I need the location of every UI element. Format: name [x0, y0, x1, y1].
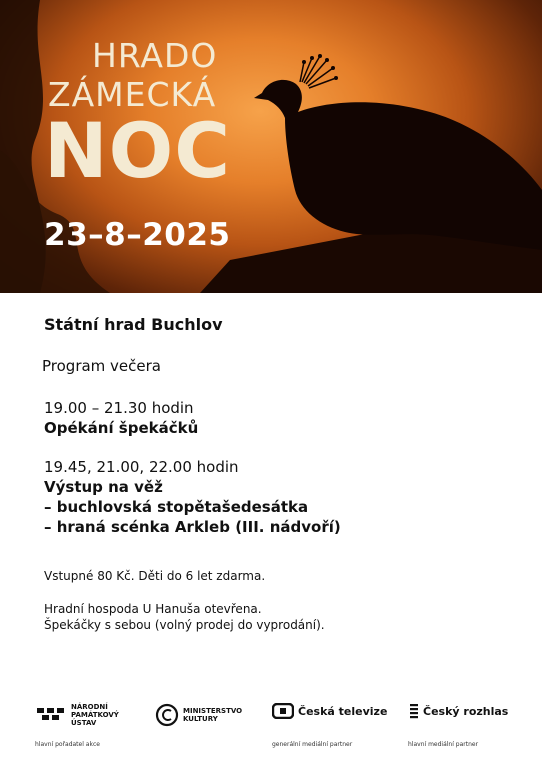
cr-caption: hlavní mediální partner: [408, 741, 479, 748]
npu-line1: NÁRODNÍ: [71, 703, 108, 711]
block2-activity: Výstup na věž: [44, 478, 163, 496]
inn-info-line1: Hradní hospoda U Hanuša otevřena.: [44, 602, 262, 616]
ct-name: Česká televize: [298, 704, 388, 718]
block2-time: 19.45, 21.00, 22.00 hodin: [44, 458, 239, 476]
npu-emblem-icon: [35, 704, 67, 726]
cr-logo: [408, 703, 508, 719]
hero-banner: [0, 0, 542, 293]
block1-time: 19.00 – 21.30 hodin: [44, 399, 194, 417]
block2-sub2: – hraná scénka Arkleb (III. nádvoří): [44, 518, 341, 536]
block1-activity: Opékání špekáčků: [44, 419, 199, 437]
ct-logo: [272, 703, 387, 719]
admission-info: Vstupné 80 Kč. Děti do 6 let zdarma.: [44, 569, 266, 583]
title-line-3: NOC: [44, 106, 231, 195]
program-label: Program večera: [42, 357, 161, 375]
mk-line2: KULTURY: [183, 715, 218, 723]
event-date: 23–8–2025: [44, 217, 231, 253]
npu-line2: PAMÁTKOVÝ: [71, 711, 119, 719]
cr-emblem-icon: [408, 703, 420, 719]
title-line-2: ZÁMECKÁ: [48, 75, 217, 114]
venue-name: Státní hrad Buchlov: [44, 315, 223, 334]
ct-emblem-icon: [272, 703, 294, 719]
mk-line1: MINISTERSTVO: [183, 707, 243, 715]
ct-caption: generální mediální partner: [272, 741, 353, 748]
npu-line3: ÚSTAV: [71, 719, 97, 727]
npu-caption: hlavní pořadatel akce: [35, 741, 100, 748]
cr-name: Český rozhlas: [423, 704, 509, 718]
title-line-1: HRADO: [92, 36, 218, 75]
mk-logo: [155, 703, 242, 727]
mk-emblem-icon: [155, 703, 179, 727]
block2-sub1: – buchlovská stopětašedesátka: [44, 498, 309, 516]
inn-info-line2: Špekáčky s sebou (volný prodej do vyprodání).: [44, 618, 325, 632]
npu-logo: [35, 703, 119, 727]
